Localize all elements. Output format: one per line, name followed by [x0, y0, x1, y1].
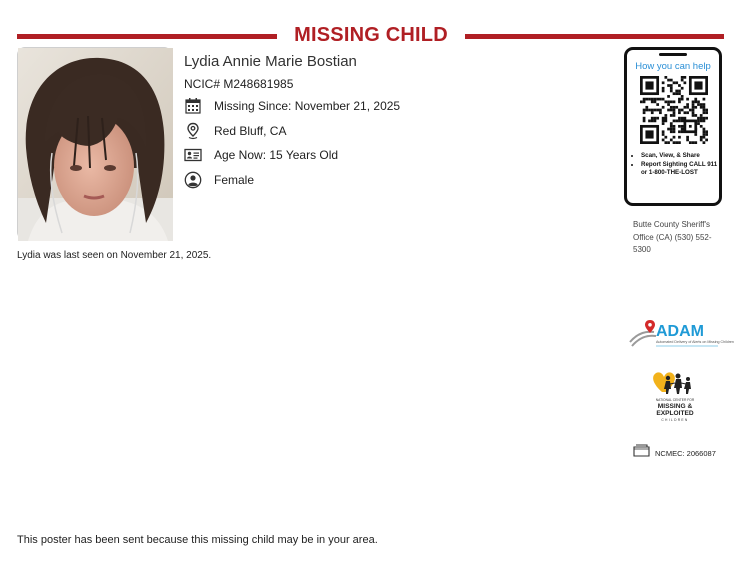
header-rule-right [465, 34, 724, 39]
missing-since-row [184, 96, 400, 116]
folder-icon [633, 444, 650, 462]
ncmec-main-text-1: MISSING & [657, 403, 693, 410]
sex-text: Female [214, 173, 255, 187]
case-number-text: NCMEC: 2066087 [655, 448, 716, 458]
id-card-icon [184, 146, 202, 164]
age-row [184, 145, 338, 165]
footer-note: This poster has been sent because this missing child may be in your area. [17, 534, 378, 546]
person-icon [184, 171, 202, 189]
help-bullets [631, 152, 721, 178]
adam-wordmark: ADAM [656, 323, 704, 340]
missing-since-text: Missing Since: November 21, 2025 [214, 99, 401, 113]
ncmec-logo [646, 370, 704, 428]
ncmec-sub-text: CHILDREN [661, 418, 689, 422]
map-pin-icon [184, 122, 202, 140]
child-portrait-image [18, 48, 173, 241]
poster-title: MISSING CHILD [294, 24, 448, 46]
help-bullet-share: • Scan, View, & Share [641, 152, 721, 160]
agency-contact: Butte County Sheriff's Office (CA) (530) 552-5300 [633, 220, 712, 254]
help-heading: How you can help [635, 61, 711, 72]
case-number-row [633, 446, 716, 460]
adam-tagline: Automated Delivery of Alerts on Missing Children [656, 340, 734, 344]
phone-notch [659, 53, 687, 56]
calendar-icon [184, 97, 202, 115]
ncmec-small-text: NATIONAL CENTER FOR [655, 398, 695, 402]
qr-code-icon[interactable] [640, 76, 708, 144]
ncic-number: NCIC# M248681985 [184, 77, 294, 91]
location-row [184, 121, 286, 141]
location-text: Red Bluff, CA [214, 124, 287, 138]
sex-row [184, 170, 254, 190]
adam-logo [628, 318, 734, 354]
age-text: Age Now: 15 Years Old [214, 148, 339, 162]
last-seen-text: Lydia was last seen on November 21, 2025. [17, 250, 212, 261]
help-card [624, 47, 722, 206]
header-rule-left [17, 34, 277, 39]
help-bullet-report: • Report Sighting CALL 911 or 1-800-THE-LOST [641, 161, 721, 177]
child-name: Lydia Annie Marie Bostian [184, 53, 357, 70]
ncmec-main-text-2: EXPLOITED [656, 410, 694, 417]
child-photo [17, 47, 172, 240]
